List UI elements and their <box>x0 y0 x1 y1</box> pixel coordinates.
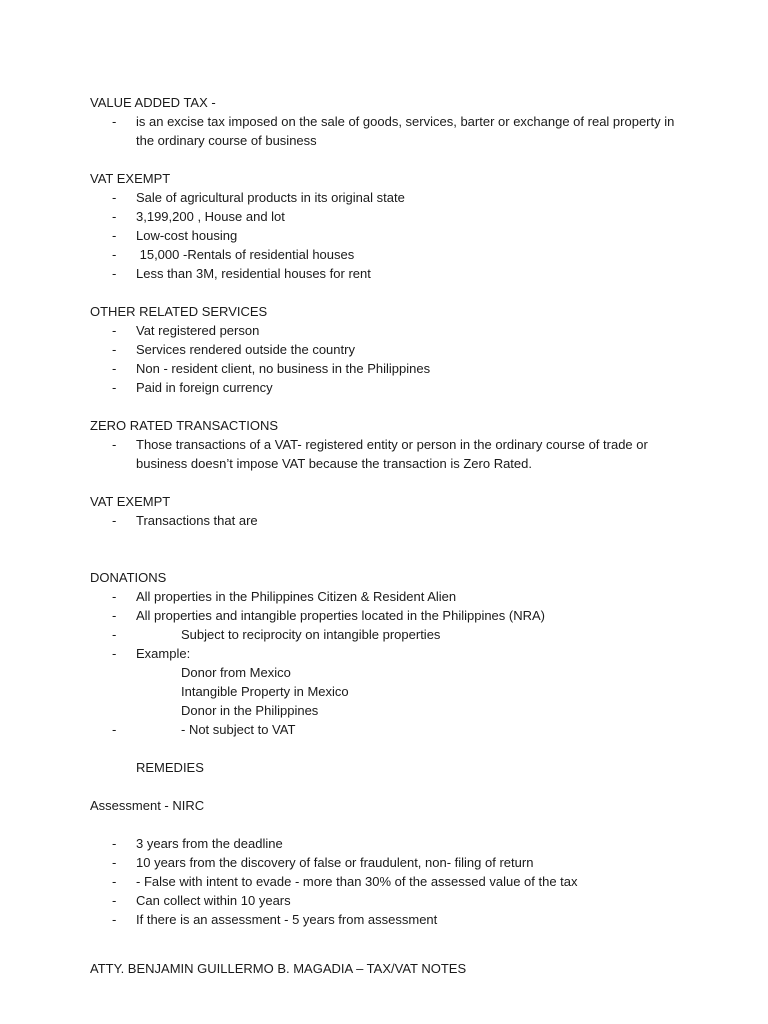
section-heading: REMEDIES <box>136 760 204 775</box>
bullet-dash: - <box>112 722 117 737</box>
section-heading: ZERO RATED TRANSACTIONS <box>90 418 279 433</box>
bullet-dash: - <box>112 437 117 452</box>
section-remedies <box>90 758 690 777</box>
list-item-text: All properties and intangible properties located in the Philippines (NRA) <box>136 608 546 623</box>
bullet-dash: - <box>112 627 117 642</box>
list-item-text: 15,000 -Rentals of residential houses <box>136 247 355 262</box>
bullet-dash: - <box>112 855 117 870</box>
list-item-text: Vat registered person <box>136 323 260 338</box>
list-item <box>90 587 690 606</box>
list-item <box>90 207 690 226</box>
bullet-dash: - <box>112 646 117 661</box>
bullet-dash: - <box>112 513 117 528</box>
example-line: Donor in the Philippines <box>181 703 319 718</box>
list-item <box>90 188 690 207</box>
list-item <box>90 435 690 473</box>
list-item-text: Less than 3M, residential houses for rent <box>136 266 371 281</box>
list-item <box>90 625 690 644</box>
section-value-added-tax <box>90 93 690 150</box>
section-heading: VALUE ADDED TAX - <box>90 95 216 110</box>
section-donations <box>90 568 690 739</box>
list-item <box>90 644 690 663</box>
section-heading: VAT EXEMPT <box>90 171 171 186</box>
list-item <box>90 378 690 397</box>
section-zero-rated-transactions <box>90 416 690 473</box>
section-other-related-services <box>90 302 690 397</box>
bullet-dash: - <box>112 836 117 851</box>
section-heading: DONATIONS <box>90 570 167 585</box>
blank-line <box>90 815 690 834</box>
document-body <box>90 93 690 948</box>
list-item <box>90 359 690 378</box>
section-vat-exempt-transactions <box>90 492 690 530</box>
list-item-text: Can collect within 10 years <box>136 893 291 908</box>
list-item <box>90 511 690 530</box>
bullet-dash: - <box>112 190 117 205</box>
list-item-text: 3 years from the deadline <box>136 836 283 851</box>
list-item <box>90 226 690 245</box>
list-item-text: 10 years from the discovery of false or fraudulent, non- filing of return <box>136 855 534 870</box>
list-item-text: - False with intent to evade - more than 30% of the assessed value of the tax <box>136 874 578 889</box>
bullet-dash: - <box>112 380 117 395</box>
document-footer: ATTY. BENJAMIN GUILLERMO B. MAGADIA – TAX/VAT NOTES <box>90 961 467 976</box>
bullet-dash: - <box>112 209 117 224</box>
section-heading: Assessment - NIRC <box>90 798 205 813</box>
section-heading: VAT EXEMPT <box>90 494 171 509</box>
bullet-dash: - <box>112 589 117 604</box>
list-item-text: Sale of agricultural products in its original state <box>136 190 405 205</box>
bullet-dash: - <box>112 228 117 243</box>
list-item-text: Example: <box>136 646 191 661</box>
blank-line <box>90 549 690 568</box>
list-item-text: Those transactions of a VAT- registered entity or person in the ordinary course of trade or business doesn’t impose VAT because the transaction is Zero Rated. <box>136 437 648 471</box>
bullet-dash: - <box>112 342 117 357</box>
list-item-text: Low-cost housing <box>136 228 238 243</box>
bullet-dash: - <box>112 323 117 338</box>
list-item-text: All properties in the Philippines Citizen & Resident Alien <box>136 589 457 604</box>
list-item <box>90 834 690 853</box>
section-assessment <box>90 796 690 929</box>
list-item <box>90 245 690 264</box>
bullet-dash: - <box>112 608 117 623</box>
bullet-dash: - <box>112 247 117 262</box>
list-item-text: Non - resident client, no business in the Philippines <box>136 361 431 376</box>
list-item-text: is an excise tax imposed on the sale of goods, services, barter or exchange of real property in the ordinary course of business <box>136 114 675 148</box>
example-line: Intangible Property in Mexico <box>181 684 349 699</box>
section-heading: OTHER RELATED SERVICES <box>90 304 268 319</box>
list-item <box>90 112 690 150</box>
list-item-text: Paid in foreign currency <box>136 380 273 395</box>
list-item <box>90 321 690 340</box>
list-item-text: Transactions that are <box>136 513 258 528</box>
list-item <box>90 340 690 359</box>
example-line: Donor from Mexico <box>181 665 291 680</box>
bullet-dash: - <box>112 114 117 129</box>
list-item-text: - Not subject to VAT <box>181 722 296 737</box>
list-item <box>90 720 690 739</box>
bullet-dash: - <box>112 266 117 281</box>
list-item <box>90 891 690 910</box>
list-item <box>90 910 690 929</box>
list-item <box>90 264 690 283</box>
section-vat-exempt <box>90 169 690 283</box>
list-item-text: 3,199,200 , House and lot <box>136 209 285 224</box>
list-item-text: If there is an assessment - 5 years from assessment <box>136 912 438 927</box>
list-item <box>90 872 690 891</box>
list-item-text: Subject to reciprocity on intangible properties <box>181 627 441 642</box>
bullet-dash: - <box>112 361 117 376</box>
bullet-dash: - <box>112 912 117 927</box>
list-item <box>90 606 690 625</box>
bullet-dash: - <box>112 874 117 889</box>
bullet-dash: - <box>112 893 117 908</box>
list-item <box>90 853 690 872</box>
list-item-text: Services rendered outside the country <box>136 342 355 357</box>
